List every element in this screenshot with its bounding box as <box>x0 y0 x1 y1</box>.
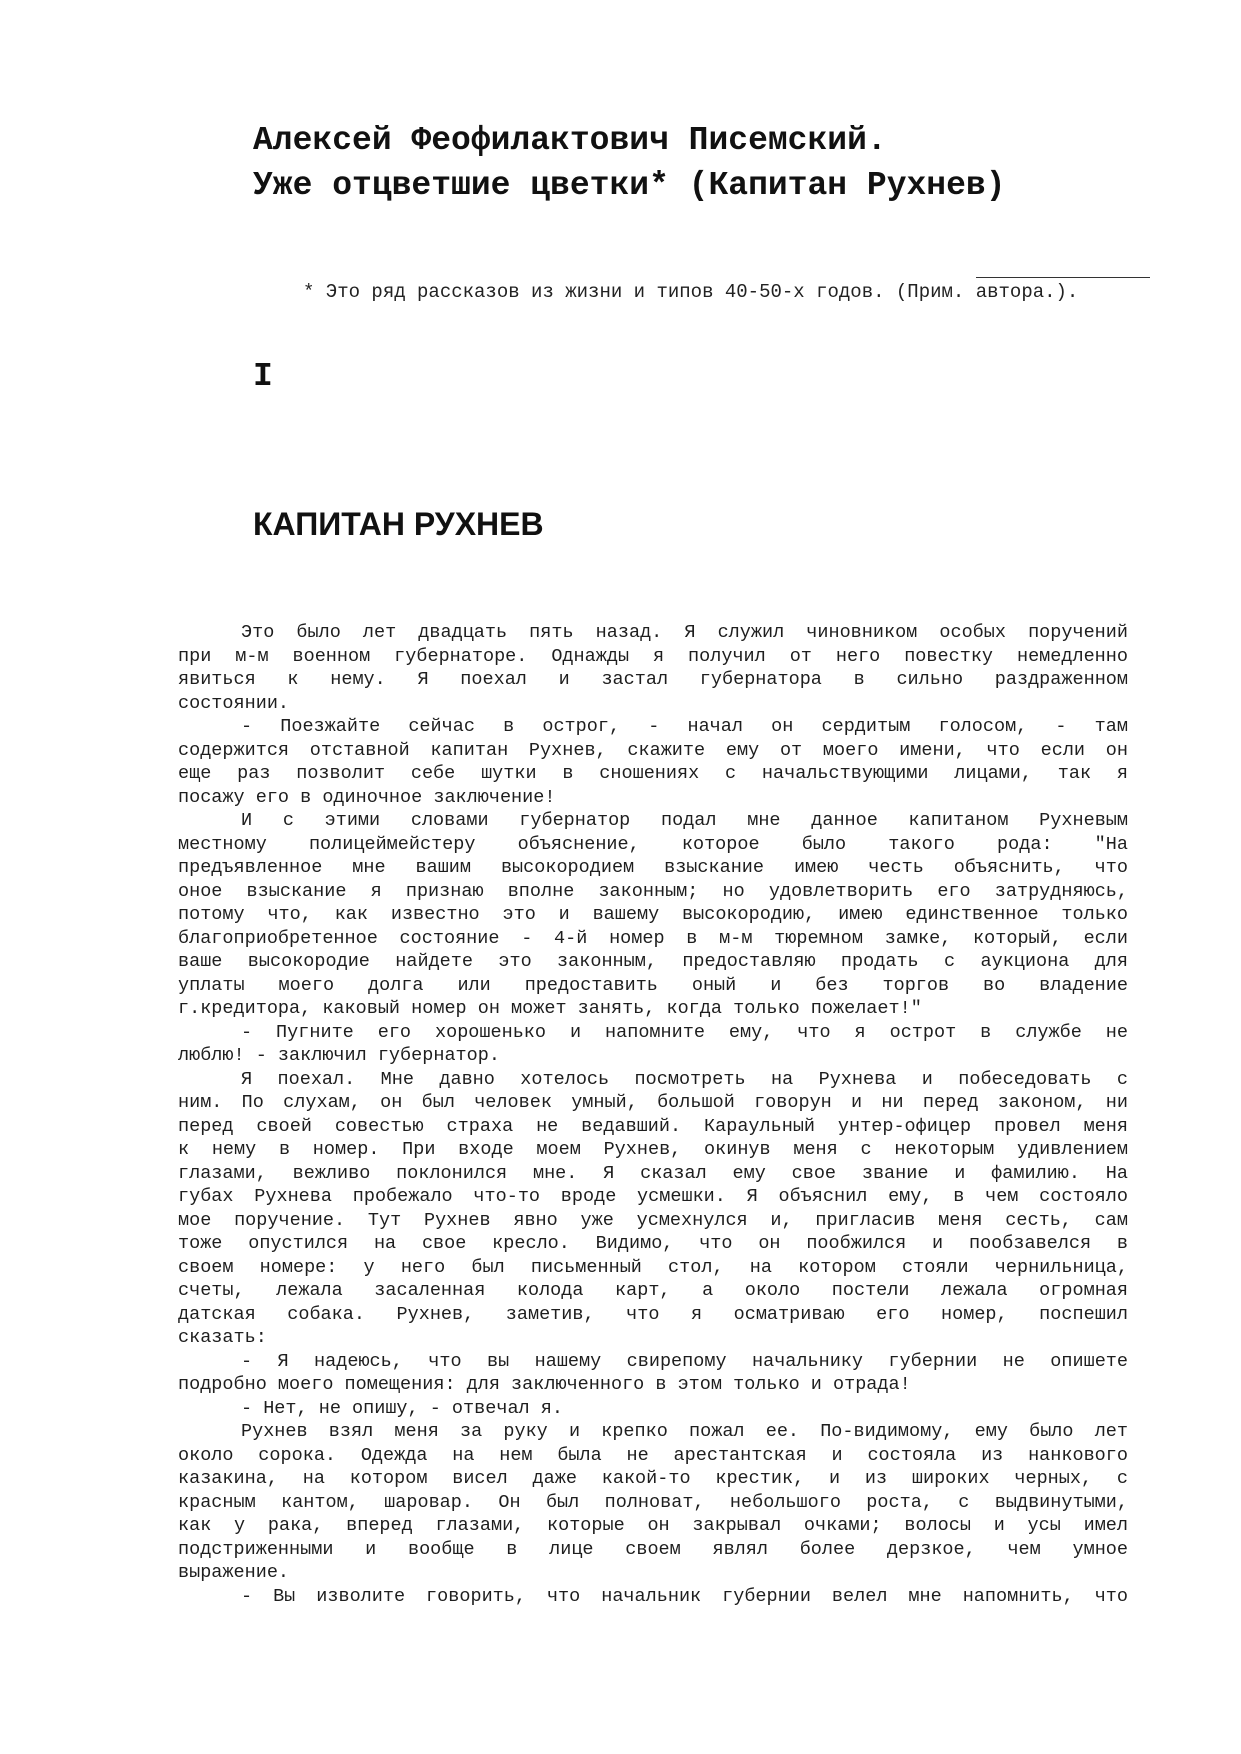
text-line: губах Рухнева пробежало что-то вроде усмешки. Я объяснил ему, в чем состояло <box>178 1186 1128 1207</box>
text-line: перед своей совестью страха не ведавший. Караульный унтер-офицер провел меня <box>178 1115 1128 1137</box>
text-line: местному полицеймейстеру объяснение, которое было такого рода: "На <box>178 833 1128 855</box>
title-work-line: Уже отцветшие цветки* (Капитан Рухнев) <box>253 167 1006 204</box>
text-line: г.кредитора, каковый номер он может занять, когда только пожелает!" <box>178 998 922 1019</box>
text-line: казакина, на котором висел даже какой-то крестик, и из широких черных, с <box>178 1468 1128 1489</box>
text-line: к нему в номер. При входе моем Рухнев, окинув меня с некоторым удивлением <box>178 1139 1128 1160</box>
text-line: потому что, как известно это и вашему высокородию, имею единственное только <box>178 904 1128 925</box>
body-text <box>178 621 1128 1608</box>
text-line: И с этими словами губернатор подал мне данное капитаном Рухневым <box>241 810 1128 831</box>
text-line: счеты, лежала засаленная колода карт, а около постели лежала огромная <box>178 1280 1128 1301</box>
text-line: посажу его в одиночное заключение! <box>178 786 556 808</box>
text-line: своем номере: у него был письменный стол, на котором стояли чернильница, <box>178 1256 1128 1278</box>
text-line: Это было лет двадцать пять назад. Я служил чиновником особых поручений <box>241 622 1128 643</box>
title-author-line: Алексей Феофилактович Писемский. <box>253 122 887 159</box>
text-line: Я поехал. Мне давно хотелось посмотреть на Рухнева и побеседовать с <box>241 1068 1128 1090</box>
text-line: состоянии. <box>178 692 290 714</box>
text-line: - Вы изволите говорить, что начальник губернии велел мне напомнить, что <box>241 1585 1128 1607</box>
text-line: еще раз позволит себе шутки в сношениях с начальствующими лицами, так я <box>178 763 1128 784</box>
text-line: ним. По слухам, он был человек умный, большой говорун и ни перед законом, ни <box>178 1092 1128 1113</box>
text-line: подробно моего помещения: для заключенного в этом только и отрада! <box>178 1374 911 1395</box>
text-line: Рухнев взял меня за руку и крепко пожал ее. По-видимому, ему было лет <box>241 1421 1128 1442</box>
text-line: красным кантом, шаровар. Он был полноват, небольшого роста, с выдвинутыми, <box>178 1491 1128 1513</box>
text-line: подстриженными и вообще в лице своем являл более дерзкое, чем умное <box>178 1538 1128 1560</box>
text-line: тоже опустился на свое кресло. Видимо, что он пообжился и пообзавелся в <box>178 1233 1128 1254</box>
text-line: явиться к нему. Я поехал и застал губернатора в сильно раздраженном <box>178 669 1128 690</box>
text-line: датская собака. Рухнев, заметив, что я осматриваю его номер, поспешил <box>178 1303 1128 1325</box>
text-line: сказать: <box>178 1327 267 1348</box>
text-line: люблю! - заключил губернатор. <box>178 1045 500 1066</box>
text-line: ваше высокородие найдете это законным, предоставляю продать с аукциона для <box>178 951 1128 972</box>
text-line: содержится отставной капитан Рухнев, скажите ему от моего имени, что если он <box>178 739 1128 761</box>
chapter-title: КАПИТАН РУХНЕВ <box>253 506 544 542</box>
text-line: оное взыскание я признаю вполне законным; но удовлетворить его затрудняюсь, <box>178 880 1128 902</box>
text-line: предъявленное мне вашим высокородием взыскание имею честь объяснить, что <box>178 857 1128 878</box>
text-line: выражение. <box>178 1562 290 1583</box>
document-title <box>253 118 1193 208</box>
text-line: благоприобретенное состояние - 4-й номер в м-м тюремном замке, который, если <box>178 927 1128 949</box>
text-line: около сорока. Одежда на нем была не арестантская и состояла из нанкового <box>178 1444 1128 1466</box>
footnote-rule <box>976 277 1150 278</box>
text-line: - Пугните его хорошенько и напомните ему, что я острот в службе не <box>241 1021 1128 1043</box>
text-line: как у рака, вперед глазами, которые он закрывал очками; волосы и усы имел <box>178 1515 1128 1536</box>
section-number: I <box>253 358 273 395</box>
text-line: при м-м военном губернаторе. Однажды я получил от него повестку немедленно <box>178 645 1128 667</box>
text-line: - Поезжайте сейчас в острог, - начал он сердитым голосом, - там <box>241 716 1128 737</box>
text-line: уплаты моего долга или предоставить оный и без торгов во владение <box>178 974 1128 996</box>
text-line: мое поручение. Тут Рухнев явно уже усмехнулся и, пригласив меня сесть, сам <box>178 1209 1128 1231</box>
text-line: глазами, вежливо поклонился мне. Я сказал ему свое звание и фамилию. На <box>178 1162 1128 1184</box>
text-line: - Нет, не опишу, - отвечал я. <box>241 1397 563 1419</box>
text-line: - Я надеюсь, что вы нашему свирепому начальнику губернии не опишете <box>241 1350 1128 1372</box>
footnote: * Это ряд рассказов из жизни и типов 40-50-х годов. (Прим. автора.). <box>303 281 1079 303</box>
